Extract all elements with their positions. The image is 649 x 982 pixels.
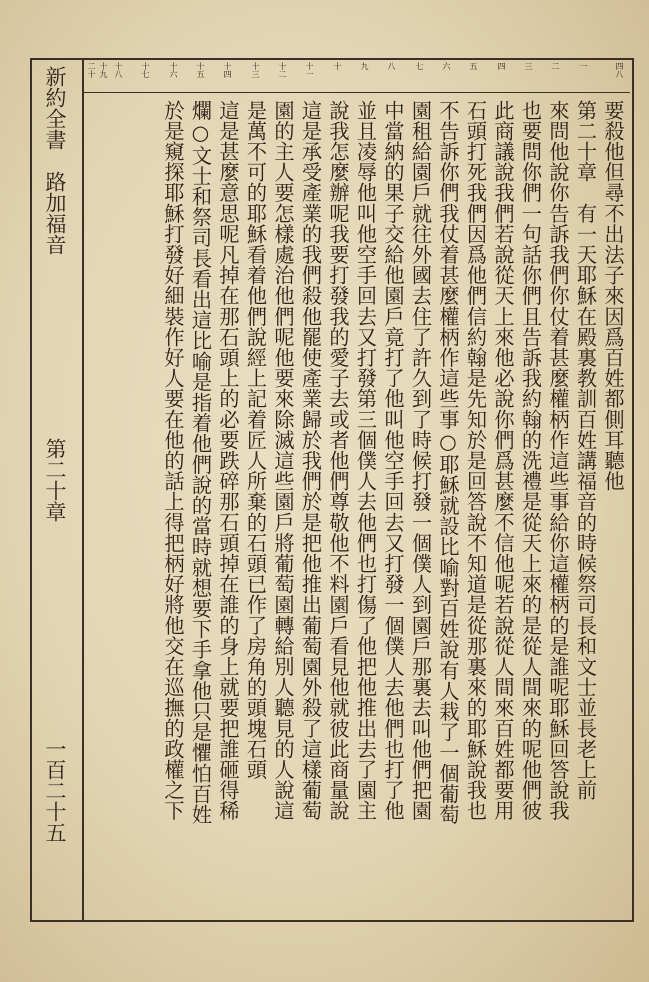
text-line: 來問他說你告訴我們你仗着甚麼權柄作這些事給你這權柄的是誰呢耶穌回答說我 [546,100,570,821]
number-strip-divider [82,92,630,93]
running-header [32,66,78,916]
page-number: 一百二十五 [43,738,67,843]
column-number: 九 [360,62,369,70]
scripture-text [86,100,626,912]
column-number: 四 [497,62,506,70]
margin-divider [82,58,84,920]
column-number: 三 [524,62,533,70]
book-title: 新約全書 路加福音 [43,66,67,255]
column-number: 十二 [278,62,287,78]
text-line: 並且凌辱他叫他空手回去又打發第三個僕人去他們也打傷了他把他推出去了園主 [353,100,378,821]
text-line: 於是窺探耶穌打發好細裝作好人要在他的話上得把柄好將他交在巡撫的政權之下 [161,100,185,821]
text-line: 此商議說我們若說從天上來他必說你們爲甚麼不信他呢若說從人間來百姓都要用 [491,100,515,821]
column-number-strip [84,62,628,90]
text-line: 爛○文士和祭司長看出這比喻是指着他們說的當時就想要下手拿他只是懼怕百姓 [188,100,213,825]
text-line: 不告訴你們我仗着甚麼權柄作這些事○耶穌就設比喻對百姓說有人栽了一個葡萄 [436,100,460,825]
text-line: 中當納的果子交給他園戶竟打了他叫他空手回去又打發一個僕人去他們也打了他 [381,100,405,821]
column-number: 十四 [223,62,232,78]
text-line: 也要問你們一句話你們且告訴我約翰的洗禮是從天上來的是從人間來的呢他們彼 [518,100,543,821]
text-line: 這是承受產業的我們殺他罷使產業歸於我們於是把他推出葡萄園外殺了這樣葡萄 [298,100,323,821]
text-line: 園租給園戶就往外國去住了許久到了時候打發一個僕人到園戶那裏去叫他們把園 [408,100,433,821]
chapter-label: 第二十章 [43,438,67,522]
text-line: 要殺他但尋不出法子來因爲百姓都側耳聽他 [601,100,625,492]
column-number: 十三 [251,62,260,78]
column-number: 二十 [87,62,96,78]
column-number: 二 [551,62,560,70]
column-number: 六 [442,62,451,70]
text-line: 園的主人要怎樣處治他們呢他要來除滅這些園戶將葡萄園轉給別人聽見的人說這 [271,100,295,821]
text-line: 這是甚麼意思呢凡掉在那石頭上的必要跌碎那石頭掉在誰的身上就要把誰砸得稀 [216,100,240,821]
column-number: 一 [579,62,588,70]
column-number: 十九 [99,62,108,78]
text-line: 第二十章 有一天耶穌在殿裏教訓百姓講福音的時候祭司長和文士並長老上前 [573,100,598,801]
column-number: 十七 [141,62,150,78]
column-number: 十 [333,62,342,70]
column-number: 十六 [169,62,178,78]
column-number: 十八 [114,62,123,78]
column-number: 七 [415,62,424,70]
text-line: 說我怎麼辦呢我要打發我的愛子去或者他們尊敬他不料園戶看見他就彼此商量說 [326,100,350,821]
text-line: 石頭打死我們因爲他們信約翰是先知於是回答說不知道是從那裏來的耶穌說我也 [463,100,488,821]
text-line: 是萬不可的耶穌看着他們說經上記着匠人所棄的石頭已作了房角的頭塊石頭 [243,100,268,780]
column-number: 五 [469,62,478,70]
column-number: 八 [387,62,396,70]
column-number: 四八 [615,62,624,78]
column-number: 十五 [196,62,205,78]
column-number: 十一 [305,62,314,78]
